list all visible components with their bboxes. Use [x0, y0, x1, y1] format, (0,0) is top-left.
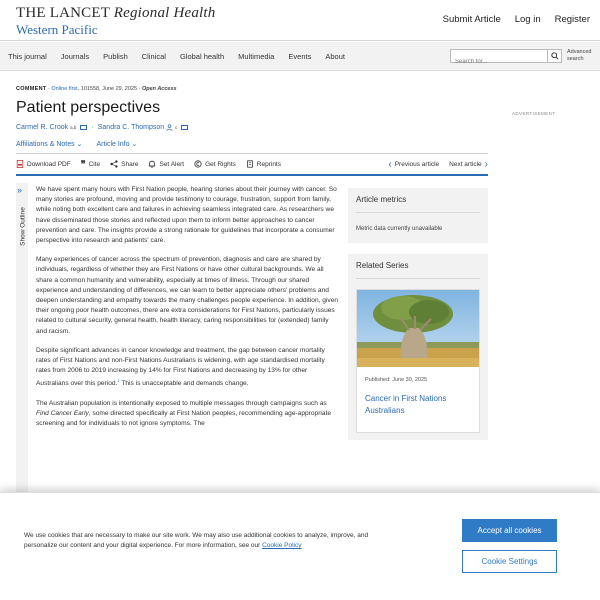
advertisement-label: ADVERTISEMENT	[512, 111, 556, 116]
document-icon	[246, 160, 254, 168]
nav-about[interactable]: About	[325, 52, 345, 61]
nav-this-journal[interactable]: This journal	[8, 52, 47, 61]
cite-button[interactable]	[81, 159, 100, 170]
previous-article-link[interactable]	[388, 159, 439, 170]
author-list	[16, 124, 188, 131]
previous-article-label: Previous article	[394, 160, 440, 168]
search-input[interactable]	[451, 56, 547, 68]
next-article-label: Next article	[449, 160, 482, 168]
email-icon[interactable]	[80, 125, 87, 130]
pdf-icon	[16, 160, 24, 168]
toolbar-divider	[16, 174, 488, 176]
reprints-label: Reprints	[256, 160, 281, 168]
cookie-message: We use cookies that are necessary to make our site work. We may also use additional cookies to analyze, improve, and personalize our content and your digital experience. For more information, see our	[24, 532, 369, 549]
divider	[356, 278, 480, 279]
affiliations-toggle[interactable]	[16, 140, 82, 148]
article-meta: COMMENT · Online first, 101558, June 29, 2025 · Open Access	[16, 86, 177, 92]
affiliations-label: Affiliations & Notes	[16, 141, 75, 148]
author-affiliation-marker: a,b	[70, 125, 77, 130]
advanced-search-link[interactable]: Advanced search	[567, 49, 592, 62]
metrics-text: Metric data currently unavailable	[356, 226, 443, 232]
author-name[interactable]: Sandra C. Thompson	[97, 124, 165, 131]
campaign-name: Find Cancer Early	[36, 410, 89, 418]
double-chevron-right-icon[interactable]: »	[17, 185, 23, 195]
cookie-settings-button[interactable]: Cookie Settings	[462, 550, 557, 573]
paragraph-text: This is unacceptable and demands change.	[119, 380, 249, 388]
cookie-banner	[0, 492, 600, 600]
copyright-icon	[194, 160, 202, 168]
get-rights-label: Get Rights	[205, 160, 236, 168]
cookie-policy-link[interactable]: Cookie Policy	[262, 542, 302, 549]
article-type: COMMENT	[16, 86, 47, 92]
reference-marker[interactable]: 1	[117, 378, 120, 384]
paragraph	[36, 399, 340, 430]
search-button[interactable]	[547, 50, 561, 62]
paragraph-text: The Australian population is intentionally exposed to multiple messages through campaigns such as	[36, 399, 327, 407]
article-meta-details: , 101558, June 29, 2025 ·	[77, 86, 141, 92]
get-rights-button[interactable]	[194, 160, 236, 168]
cookie-text	[24, 531, 376, 551]
journal-name-line1: THE LANCET Regional Health	[16, 5, 216, 21]
paragraph	[36, 346, 340, 390]
quote-icon: ❞	[80, 158, 86, 169]
chevron-right-icon: ›	[484, 158, 488, 170]
cite-label: Cite	[88, 160, 101, 168]
download-pdf-button[interactable]	[16, 160, 71, 168]
paragraph-text: Despite significant advances in cancer knowledge and treatment, the gap between cancer mortality rates of First Nations and non-First Nations Australians is widening, with age standardised mortality rates from 2006 to 2019 increasing by 14% for First Nations and decreasing by 13% for other Australians over this period.	[36, 346, 325, 388]
email-icon[interactable]	[181, 125, 188, 130]
nav-clinical[interactable]: Clinical	[141, 52, 166, 61]
boab-tree-image	[357, 290, 479, 367]
paragraph-text: , some directed specifically at First Nation peoples, recommending age-appropriate screening and for individuals to not ignore symptoms. The	[36, 410, 332, 428]
set-alert-button[interactable]	[148, 160, 184, 168]
related-series-card[interactable]	[356, 289, 480, 433]
chevron-down-icon: ⌄	[131, 141, 138, 148]
nav-global-health[interactable]: Global health	[179, 52, 225, 61]
search-box	[450, 49, 562, 63]
set-alert-label: Set Alert	[159, 160, 185, 168]
reprints-button[interactable]	[246, 160, 281, 168]
article-toolbar	[16, 158, 488, 170]
chevron-down-icon: ⌄	[76, 141, 83, 148]
download-pdf-label: Download PDF	[27, 160, 71, 168]
card-title-link[interactable]: Cancer in First Nations Australians	[365, 394, 447, 415]
nav-journals[interactable]: Journals	[60, 52, 90, 61]
journal-logo[interactable]	[16, 6, 215, 36]
series-image[interactable]	[357, 290, 479, 367]
article-info-toggles	[16, 140, 137, 148]
person-icon[interactable]	[166, 124, 173, 131]
article-metrics-panel	[348, 188, 488, 243]
outline-rail[interactable]	[16, 183, 28, 493]
chevron-left-icon: ‹	[388, 158, 392, 170]
series-title: Related Series	[356, 261, 409, 270]
journal-name-line2: Western Pacific	[16, 22, 98, 37]
metrics-title: Article metrics	[356, 195, 407, 204]
nav-items	[8, 52, 345, 61]
article-info-toggle[interactable]	[96, 140, 137, 148]
author-affiliation-marker: c	[175, 125, 178, 130]
open-access-label: Open Access	[141, 86, 177, 92]
log-in-link[interactable]: Log in	[514, 14, 541, 25]
page-title: Patient perspectives	[16, 99, 161, 116]
bell-icon	[148, 160, 156, 168]
nav-multimedia[interactable]: Multimedia	[238, 52, 275, 61]
site-header	[0, 0, 600, 41]
show-outline-label[interactable]: Show Outline	[19, 207, 27, 246]
paragraph: Many experiences of cancer across the spectrum of prevention, diagnosis and care are shared by individuals, regardless of whether they are First Nations or have other cultural backgrounds. We all share a common humanity and vulnerability, especially at times of illness. Through our shared experience and understanding of differences, we can learn to better appreciate others' problems and deepen understanding and empathy towards the many challenges people experience. In addition, given their ongoing poor health outcomes, there are extra considerations for First Nations, particularly issues related to cultural security, general health, health literacy, caring responsibilities for (extended) family and racism.	[36, 256, 339, 335]
article-body	[36, 185, 340, 438]
online-first-link[interactable]: Online first	[51, 86, 78, 92]
paragraph: We have spent many hours with First Nation people, hearing stories about their journey with cancer. So many stories are profound, moving and provide testimony to courage, frustration, support from family, while noting both excellent care and failures in achieving seamless integrated care. As researchers we have disseminated those stories and reflected upon them to inform better approaches to cancer prevention and care. The insights provide a strong rationale for guidelines that incorporate a consumer perspective into research and patients' care.	[36, 186, 337, 245]
article-info-label: Article Info	[96, 141, 130, 148]
author-name[interactable]: Carmel R. Crook	[16, 124, 69, 131]
share-icon	[110, 160, 118, 168]
share-button[interactable]	[110, 160, 138, 168]
header-links	[443, 14, 590, 25]
divider	[356, 212, 480, 213]
share-label: Share	[121, 160, 139, 168]
card-published-date: Published: June 30, 2025	[365, 377, 428, 383]
main-nav	[0, 42, 600, 71]
author-separator: ·	[91, 124, 94, 131]
next-article-link[interactable]	[449, 159, 488, 170]
divider	[16, 153, 488, 154]
register-link[interactable]: Register	[554, 14, 590, 25]
nav-publish[interactable]: Publish	[103, 52, 128, 61]
nav-events[interactable]: Events	[288, 52, 312, 61]
submit-article-link[interactable]: Submit Article	[442, 14, 501, 25]
article-pagination	[388, 159, 488, 170]
search-icon	[551, 52, 559, 60]
accept-all-cookies-button[interactable]: Accept all cookies	[462, 519, 557, 542]
